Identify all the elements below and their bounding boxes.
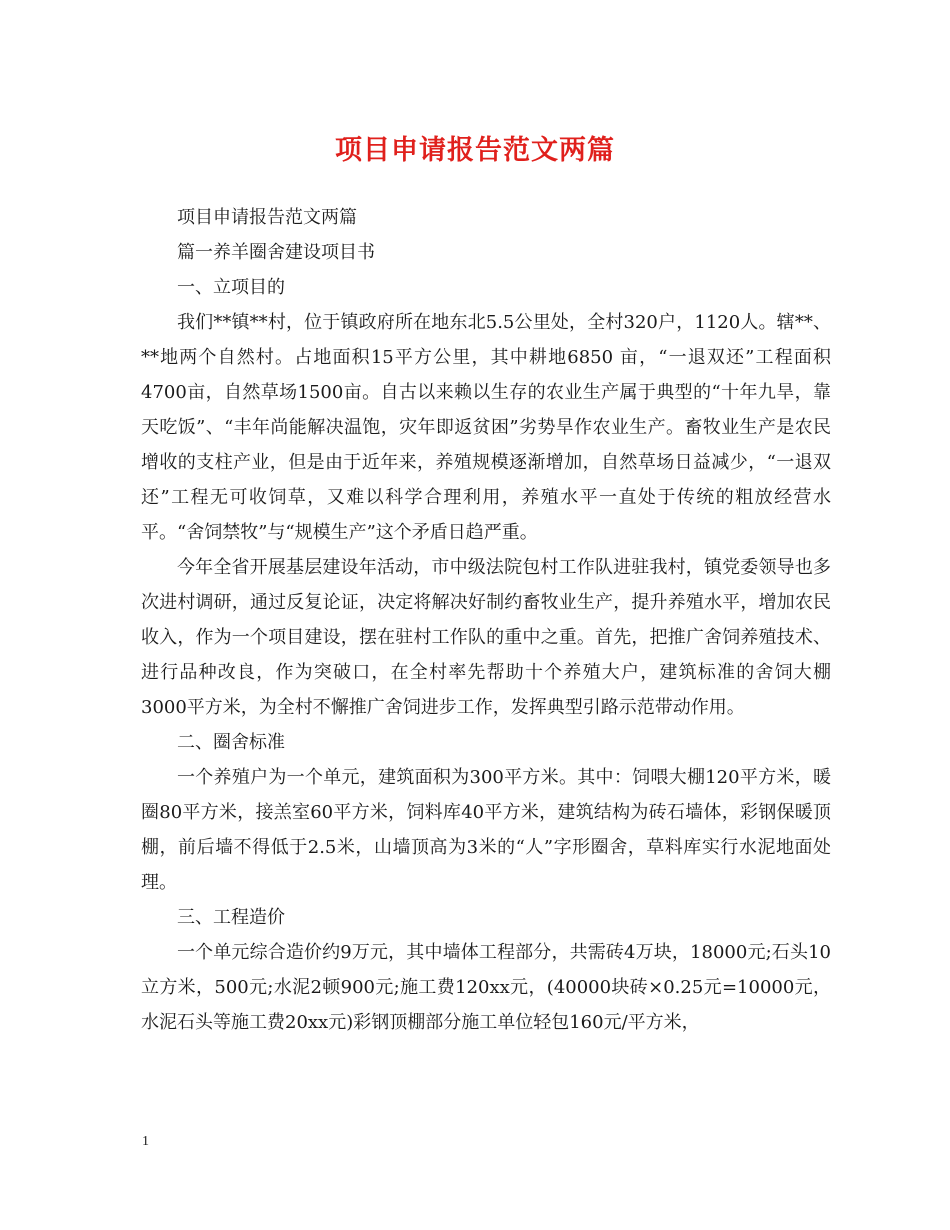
section-heading-2: 二、圈舍标准 — [177, 732, 285, 753]
document-title: 项目申请报告范文两篇 — [335, 135, 615, 166]
paragraph-1: 我们**镇**村，位于镇政府所在地东北5.5公里处，全村320户，1120人。辖**、**地两个自然村。占地面积15平方公里，其中耕地6850 亩，“一退双还”工程面积4700亩，自然草场1500亩。自古以来赖以生存的农业生产属于典型的“十年九旱，靠天吃饭”、“丰年尚能解决温饱，灾年即返贫困”劣势旱作农业生产。畜牧业生产是农民增收的支柱产业，但是由于近年来，养殖规模逐渐增加，自然草场日益减少，“一退双还”工程无可收饲草，又难以科学合理利用，养殖水平一直处于传统的粗放经营水平。“舍饲禁牧”与“规模生产”这个矛盾日趋严重。 — [141, 312, 831, 543]
page-number: 1 — [142, 1134, 149, 1149]
section-heading-1: 一、立项目的 — [177, 277, 285, 298]
document-body — [141, 200, 831, 1040]
subtitle-line: 项目申请报告范文两篇 — [177, 207, 357, 228]
section-heading-3: 三、工程造价 — [177, 907, 285, 928]
section-title: 篇一养羊圈舍建设项目书 — [177, 242, 375, 263]
paragraph-4: 一个单元综合造价约9万元，其中墙体工程部分，共需砖4万块，18000元;石头10立方米，500元;水泥2顿900元;施工费120xx元，(40000块砖×0.25元=10000元，水泥石头等施工费20xx元)彩钢顶棚部分施工单位轻包160元/平方米， — [141, 942, 831, 1033]
paragraph-2: 今年全省开展基层建设年活动，市中级法院包村工作队进驻我村，镇党委领导也多次进村调研，通过反复论证，决定将解决好制约畜牧业生产，提升养殖水平，增加农民收入，作为一个项目建设，摆在驻村工作队的重中之重。首先，把推广舍饲养殖技术、进行品种改良，作为突破口，在全村率先帮助十个养殖大户，建筑标准的舍饲大棚3000平方米，为全村不懈推广舍饲进步工作，发挥典型引路示范带动作用。 — [141, 557, 831, 718]
paragraph-3: 一个养殖户为一个单元，建筑面积为300平方米。其中：饲喂大棚120平方米，暖圈80平方米，接羔室60平方米，饲料库40平方米，建筑结构为砖石墙体，彩钢保暖顶棚，前后墙不得低于2.5米，山墙顶高为3米的“人”字形圈舍，草料库实行水泥地面处理。 — [141, 767, 831, 893]
